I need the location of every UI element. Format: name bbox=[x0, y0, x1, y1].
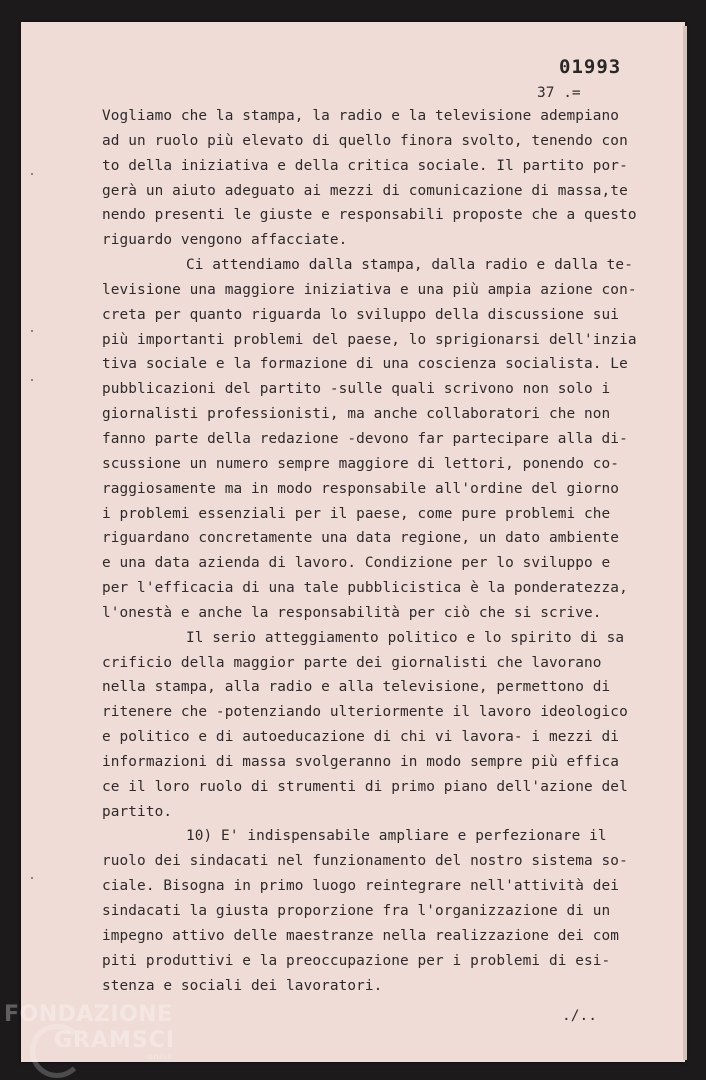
text-line: impegno attivo delle maestranze nella realizzazione dei com bbox=[102, 927, 620, 944]
text-line: più importanti problemi del paese, lo sprigionarsi dell'inzia bbox=[102, 331, 637, 348]
page-edge bbox=[683, 26, 687, 1060]
text-line: levisione una maggiore iniziativa e una più ampia azione con- bbox=[102, 281, 637, 298]
text-line: e politico e di autoeducazione di chi vi lavora- i mezzi di bbox=[102, 729, 620, 746]
text-line: riguardano concretamente una data regione, un dato ambiente bbox=[102, 530, 620, 547]
text-line: raggiosamente ma in modo responsabile all'ordine del giorno bbox=[102, 480, 620, 497]
text-line: creta per quanto riguarda lo sviluppo della discussione sui bbox=[102, 306, 620, 323]
text-line: Ci attendiamo dalla stampa, dalla radio e dalla te- bbox=[186, 257, 633, 274]
text-line: informazioni di massa svolgeranno in modo sempre più effica bbox=[102, 753, 620, 770]
text-line: crificio della maggior parte dei giornalisti che lavorano bbox=[102, 654, 602, 671]
margin-speck bbox=[31, 379, 33, 381]
margin-speck bbox=[31, 173, 33, 175]
text-line: ad un ruolo più elevato di quello finora svolto, tenendo con bbox=[102, 132, 628, 149]
text-line: fanno parte della redazione -devono far partecipare alla di- bbox=[102, 430, 628, 447]
page-number: 37 .= bbox=[537, 85, 581, 101]
text-line: partito. bbox=[102, 803, 173, 820]
text-line: per l'efficacia di una tale pubblicistica è la ponderatezza, bbox=[102, 580, 628, 597]
text-line: nella stampa, alla radio e alla televisione, permettono di bbox=[102, 679, 611, 696]
text-line: sindacati la giusta proporzione fra l'organizzazione di un bbox=[102, 903, 611, 919]
text-line: e una data azienda di lavoro. Condizione per lo sviluppo e bbox=[102, 555, 611, 572]
text-line: i problemi essenziali per il paese, come pure problemi che bbox=[102, 505, 611, 522]
text-line: riguardo vengono affacciate. bbox=[102, 232, 348, 249]
archive-watermark bbox=[4, 1002, 176, 1061]
text-line: Il serio atteggiamento politico e lo spirito di sa bbox=[186, 629, 625, 646]
text-line: ruolo dei sindacati nel funzionamento del nostro sistema so- bbox=[102, 853, 628, 870]
body-text bbox=[102, 104, 662, 998]
text-line: ce il loro ruolo di strumenti di primo piano dell'azione del bbox=[102, 778, 628, 795]
text-line: l'onestà e anche la responsabilità per ciò che si scrive. bbox=[102, 604, 602, 621]
text-line: nendo presenti le giuste e responsabili proposte che a questo bbox=[102, 207, 637, 224]
watermark-line1: FONDAZIONE bbox=[4, 1002, 173, 1027]
text-line: to della iniziativa e della critica sociale. Il partito por- bbox=[102, 157, 628, 174]
text-line: pubblicazioni del partito -sulle quali scrivono non solo i bbox=[102, 381, 611, 398]
watermark-line2: GRAMSCI bbox=[54, 1028, 176, 1053]
text-line: scussione un numero sempre maggiore di lettori, ponendo co- bbox=[102, 455, 620, 472]
text-line: Vogliamo che la stampa, la radio e la televisione adempiano bbox=[102, 108, 620, 124]
text-line: ciale. Bisogna in primo luogo reintegrare nell'attività dei bbox=[102, 878, 620, 895]
text-line: stenza e sociali dei lavoratori. bbox=[102, 977, 383, 994]
text-line: ritenere che -potenziando ulteriormente il lavoro ideologico bbox=[102, 704, 628, 721]
text-line: gerà un aiuto adeguato ai mezzi di comunicazione di massa,te bbox=[102, 182, 628, 199]
continuation-mark: ./.. bbox=[562, 1008, 597, 1024]
text-line: giornalisti professionisti, ma anche collaboratori che non bbox=[102, 406, 611, 423]
margin-speck bbox=[31, 330, 33, 332]
archive-number: 01993 bbox=[559, 56, 622, 78]
watermark-sub: onlus bbox=[148, 1052, 172, 1061]
text-line: piti produttivi e la preoccupazione per i problemi di esi- bbox=[102, 952, 611, 969]
margin-speck bbox=[31, 877, 33, 879]
text-line: 10) E' indispensabile ampliare e perfezionare il bbox=[186, 828, 607, 845]
text-line: tiva sociale e la formazione di una coscienza socialista. Le bbox=[102, 356, 628, 373]
